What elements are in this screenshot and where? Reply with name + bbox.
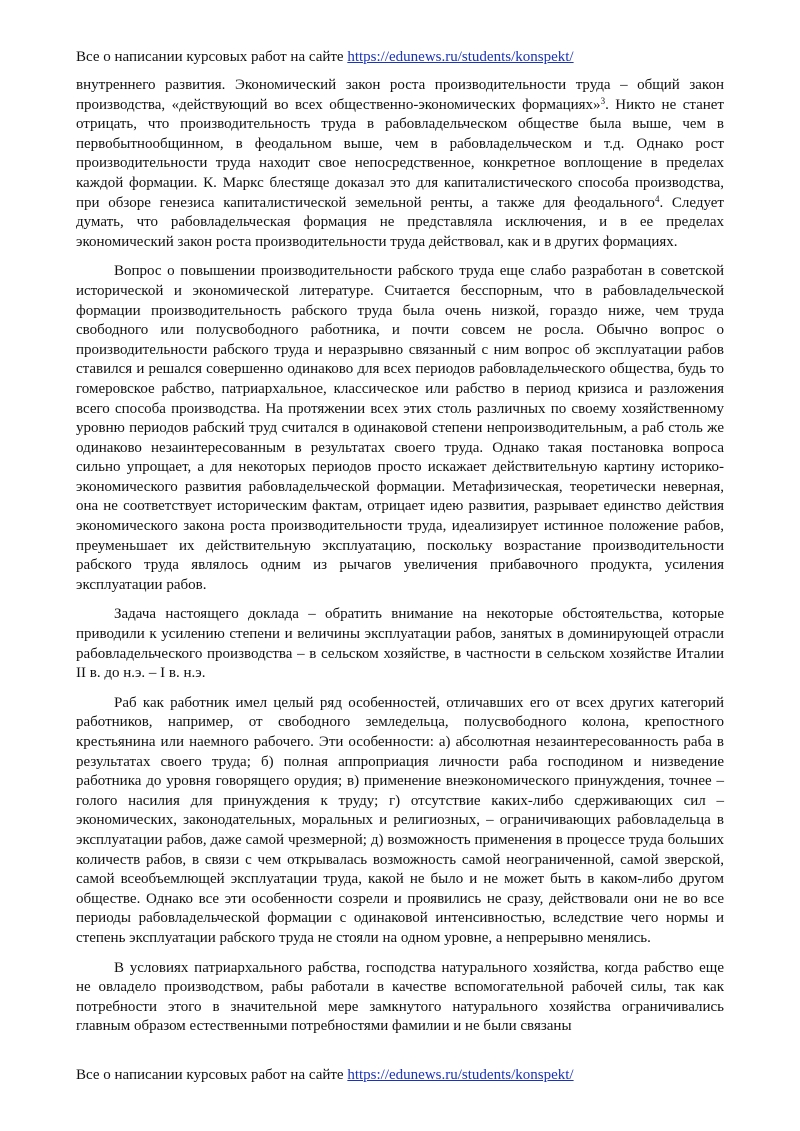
page-header [76, 48, 574, 66]
footnote-ref-4[interactable]: 4 [654, 193, 660, 204]
paragraph-3: Задача настоящего доклада – обратить внимание на некоторые обстоятельства, которые приводили к усилению степени и величины эксплуатации рабов, занятых в доминирующей отрасли рабовладельческого производства – в сельском хозяйстве, в частности в сельском хозяйстве Италии II в. до н.э. – I в. н.э. [76, 606, 724, 682]
paragraph-2: Вопрос о повышении производительности рабского труда еще слабо разработан в советской исторической и экономической литературе. Считается бесспорным, что в рабовладельческой формации производительность рабского труда была очень низкой, гораздо ниже, чем труда свободного или полусвободного работника, и почти совсем не росла. Обычно вопрос о производительности рабского труда и неразрывно связанный с ним вопрос об эксплуатации рабов ставился и решался совершенно одинаково для всех периодов рабовладельческого общества, будь то гомеровское рабство, патриархальное, классическое или рабство в период кризиса и разложения всего способа производства. На протяжении всех этих столь различных по своему хозяйственному уровню периодов рабский труд считался в одинаковой степени непроизводительным, а раб столь же одинаково незаинтересованным в результатах своего труда. Однако такая постановка вопроса сильно упрощает, а для некоторых периодов просто искажает действительную картину историко-экономического развития рабовладельческой формации. Метафизическая, теоретически неверная, она не соответствует историческим фактам, отрицает идею развития, разрывает единство действия экономического закона роста производительности труда, идеализирует истинное положение рабов, преуменьшает их действительную эксплуатацию, поскольку возрастание производительности рабского труда являлось одним из рычагов увеличения прибавочного продукта, усиления эксплуатации рабов. [76, 263, 724, 593]
paragraph-1-part-a: внутреннего развития. Экономический закон роста производительности труда – общий закон производства, «действующий во всех общественно-экономических формациях» [76, 77, 724, 113]
page-footer [76, 1066, 574, 1084]
footer-link[interactable]: https://edunews.ru/students/konspekt/ [347, 1067, 574, 1083]
paragraph-4: Раб как работник имел целый ряд особенностей, отличавших его от всех других категорий работников, например, от свободного земледельца, полусвободного колона, крепостного крестьянина или наемного рабочего. Эти особенности: а) абсолютная незаинтересованность раба в результатах своего труда; б) полная аппроприация личности раба господином и низведение работника до уровня говорящего орудия; в) применение внеэкономического принуждения, точнее – голого насилия для принуждения к труду; г) отсутствие каких-либо сдерживающих сил – экономических, законодательных, моральных и религиозных, – ограничивающих рабовладельца в эксплуатации рабов, даже самой чрезмерной; д) возможность применения в процессе труда больших количеств рабов, в связи с чем открывалась возможность самой неограниченной, самой зверской, самой всеобъемлющей эксплуатации труда, какой не было и не может быть в каком-либо другом обществе. Однако все эти особенности созрели и проявились не сразу, действовали они не во все периоды рабовладельческой формации с одинаковой интенсивностью, вследствие чего нормы и степень эксплуатации рабского труда не стояли на одном уровне, а непрерывно менялись. [76, 694, 724, 946]
paragraph-5: В условиях патриархального рабства, господства натурального хозяйства, когда рабство еще не овладело производством, рабы работали в качестве вспомогательной рабочей силы, так как потребности этого в значительной мере замкнутого натурального хозяйства ограничивались главным образом естественными потребностями фамилии и не были связаны [76, 959, 724, 1035]
document-body [76, 76, 724, 1037]
footnote-ref-3[interactable]: 3 [600, 95, 606, 106]
header-text: Все о написании курсовых работ на сайте [76, 49, 348, 65]
footer-text: Все о написании курсовых работ на сайте [76, 1067, 348, 1083]
header-link[interactable]: https://edunews.ru/students/konspekt/ [347, 49, 574, 65]
paragraph-1-part-b: . Никто не станет отрицать, что производительность труда в рабовладельческом обществе была выше, чем в первобытнообщинном, в феодальном выше, чем в рабовладельческом и т.д. Однако рост производительности труда находит свое непосредственное, конкретное воплощение в пределах каждой формации. К. Маркс блестяще доказал это для капиталистического способа производства, при обзоре генезиса капиталистической земельной ренты, а также для феодального [76, 96, 724, 211]
paragraph-1-part-c: . Следует думать, что рабовладельческая формация не представляла исключения, и в ее пределах экономический закон роста производительности труда действовал, как и в других формациях. [76, 194, 724, 250]
paragraph-1 [76, 76, 724, 252]
